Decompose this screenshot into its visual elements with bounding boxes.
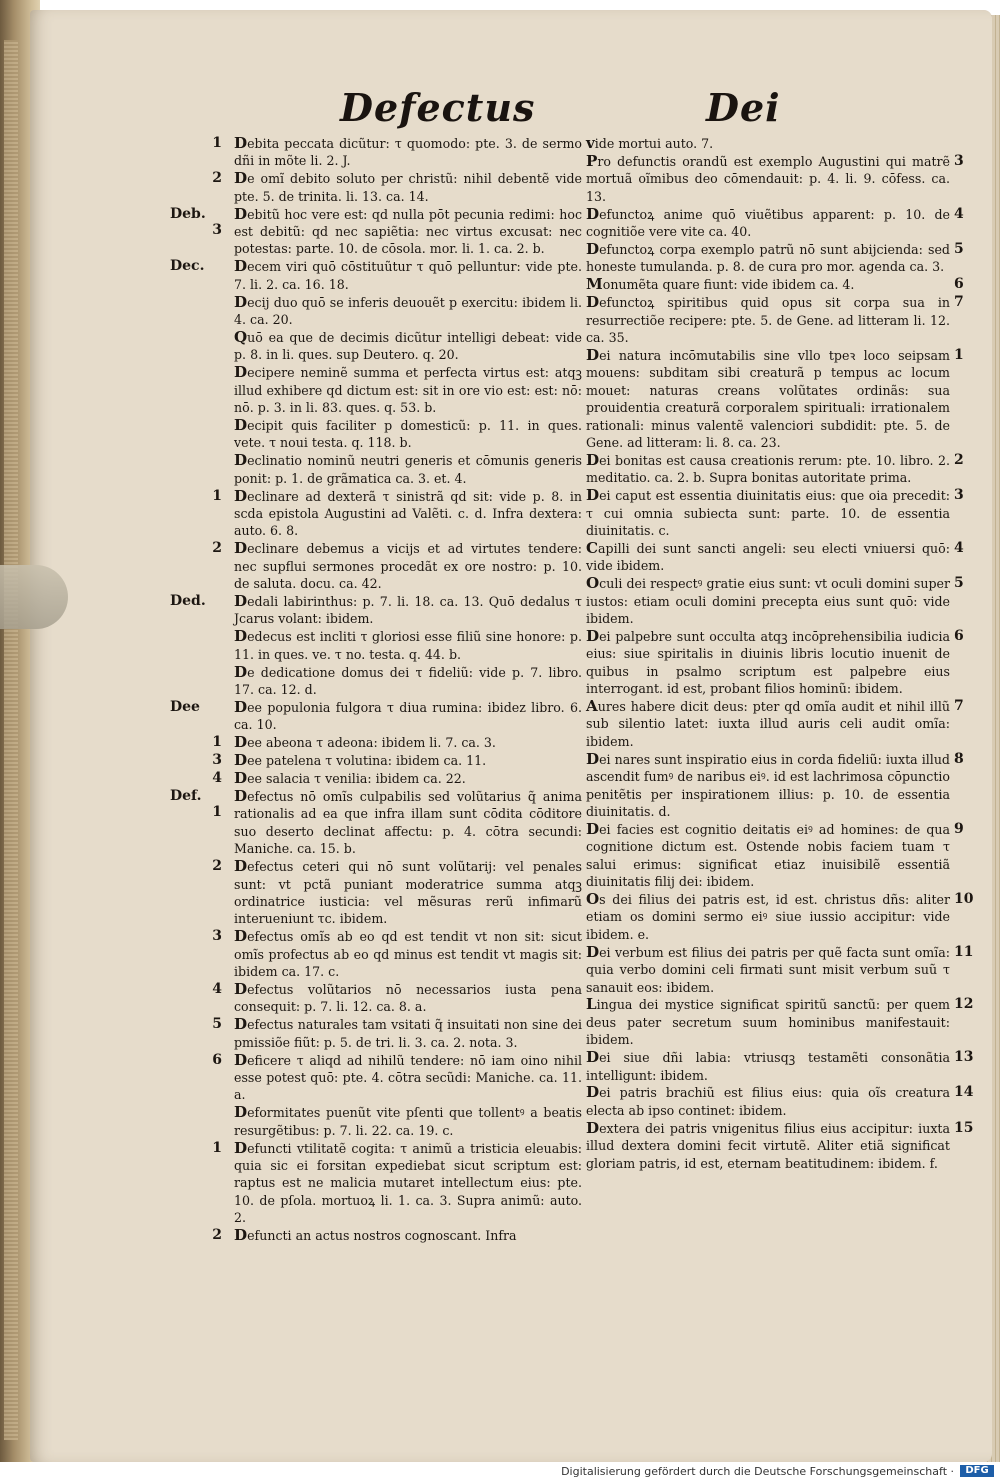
entry-number: 5: [954, 575, 964, 592]
left-entry: [170, 257, 582, 293]
entry-text: Dee populonia fulgora τ diua rumina: ibidez libro. 6. ca. 10.: [234, 698, 582, 733]
left-entry: [180, 981, 582, 1016]
entry-text: Dei natura incōmutabilis sine vllo tpeꝛ loco seipsam mouens: subditam sibi creaturã p tempus ac locum mouet: naturas creans volũtates ordinãs: sua prouidentia creaturã corporalem spirituali: irrationalem rationali: minus valentẽ valenciori subdidit: pte. 5. de Gene. ad litteram: li. 8. ca. 23.: [586, 345, 950, 450]
entry-text: De dedicatione domus dei τ fideliũ: vide p. 7. libro. 17. ca. 12. d.: [234, 662, 582, 698]
entry-text: Dei siue dñi labia: vtriusqꝫ testamẽti consonãtia intelligunt: ibidem.: [586, 1048, 950, 1083]
left-entry: [180, 417, 582, 452]
entry-text: Capilli dei sunt sancti angeli: seu electi vniuersi quō: vide ibidem.: [586, 538, 950, 574]
entry-text: Declinatio nominũ neutri generis et cōmunis generis ponit: p. 1. de grãmatica ca. 3. et. 4.: [234, 451, 582, 486]
entry-number: 1: [212, 734, 222, 751]
entry-text: Dedali labirinthus: p. 7. li. 18. ca. 13. Quō dedalus τ Jcarus volant: ibidem.: [234, 592, 582, 627]
entry-number: 4: [212, 981, 222, 997]
entry-text: Aures habere dicit deus: pter qd omĩa audit et nihil illũ sub silentio latet: iuxta illud auris celi audit omĩa: ibidem.: [586, 697, 950, 749]
left-column: [170, 134, 582, 1245]
entry-tag: Deb.: [170, 205, 206, 222]
entry-text: Decipere neminẽ summa et perfecta virtus est: atqꝫ illud exhibere qd dictum est: sit in ore vio est: est: nō: nō. p. 3. in li. 83. ques. q. 53. b.: [234, 363, 582, 416]
right-entry: [586, 626, 964, 698]
page-clip: [0, 565, 68, 629]
entry-number: 11: [954, 943, 974, 960]
entry-text: Dee salacia τ venilia: ibidem ca. 22.: [234, 769, 466, 788]
right-entry: [586, 995, 974, 1048]
left-entry: [180, 628, 582, 663]
left-entry: [180, 752, 582, 769]
entry-text: Dee abeona τ adeona: ibidem li. 7. ca. 3.: [234, 733, 496, 752]
entry-text: Defectus volũtarios nō necessarios iusta pena consequit: p. 7. li. 12. ca. 8. a.: [234, 980, 582, 1015]
entry-number: 1: [212, 804, 222, 821]
left-entry: [180, 1104, 582, 1139]
entry-text: Deficere τ aliqd ad nihilũ tendere: nō iam oino nihil esse potest quō: pte. 4. cōtra secũdi: Maniche. ca. 11. a.: [234, 1050, 582, 1103]
left-entry: [180, 294, 582, 329]
left-entry: [180, 170, 582, 205]
entry-number: 3: [954, 487, 964, 504]
entry-text: Defunctoꝝ anime quō viuẽtibus apparent: p. 10. de cognitiõe vere vite ca. 40.: [586, 204, 950, 240]
entry-number: 2: [954, 451, 964, 468]
entry-text: Deformitates puenũt vite pſenti que tollentꝰ a beatis resurgẽtibus: p. 7. li. 22. ca. 19. c.: [234, 1103, 582, 1138]
left-entry: [180, 488, 582, 540]
entry-text: Pro defunctis orandũ est exemplo Augustini qui matrẽ mortuã oĩmibus deo cōmendauit: p. 4. li. 9. cōfess. ca. 13.: [586, 151, 950, 204]
entry-number: 15: [954, 1119, 974, 1136]
entry-text: Defectus ceteri qui nō sunt volũtarij: vel penales sunt: vt pctã puniant moderatrice summa atqꝫ ordinatrice iusticia: vel mẽsuras rerũ infimarũ interueniunt τc. ibidem.: [234, 857, 582, 927]
right-column-heading: Dei: [706, 85, 781, 130]
entry-text: Dei patris brachiũ est filius eius: quia oĩs creatura electa ab ipso continet: ibidem.: [586, 1083, 950, 1118]
entry-number: 6: [212, 1051, 222, 1068]
left-entry: [180, 664, 582, 699]
entry-number: 13: [954, 1049, 974, 1066]
entry-number: 3: [954, 152, 964, 169]
right-entry: [586, 1083, 974, 1119]
entry-text: Declinare ad dexterã τ sinistrã qd sit: vide p. 8. in scda epistola Augustini ad Valẽti. c. d. Infra dextera: auto. 6. 8.: [234, 486, 582, 539]
left-column-heading: Defectus: [340, 85, 536, 130]
right-entry: [586, 275, 964, 294]
left-entry: [170, 204, 582, 258]
right-entry: [586, 151, 964, 205]
entry-number: 1: [212, 1139, 222, 1156]
entry-text: Declinare debemus a vicijs et ad virtutes tendere: nec supflui sermones procedãt ex ore nostro: p. 10. de saluta. docu. ca. 42.: [234, 539, 582, 592]
footer-bar: [0, 1462, 1000, 1480]
entry-text: Defectus naturales tam vsitati q̃ insuitati non sine dei pmissiõe fiũt: p. 5. de tri. li. 3. ca. 2. nota. 3.: [234, 1015, 582, 1050]
entry-number: 4: [954, 539, 964, 556]
entry-number: 14: [954, 1084, 974, 1101]
right-entry: [586, 1048, 974, 1084]
entry-number: 3: [212, 221, 222, 238]
right-entry: [586, 204, 964, 241]
left-entry: [180, 329, 582, 364]
right-entry: [586, 1118, 974, 1172]
entry-text: Dedecus est incliti τ gloriosi esse filiũ sine honore: p. 11. in ques. ve. τ no. testa. q. 44. b.: [234, 627, 582, 662]
entry-text: Dei facies est cognitio deitatis eiꝰ ad homines: de qua cognitione dictum est. Ostende nobis faciem tuam τ salui erimus: significat etiaz inuisibilẽ essentiã diuinitatis filij dei: ibidem.: [586, 819, 950, 890]
entry-text: Dextera dei patris vnigenitus filius eius accipitur: iuxta illud dextera domini fecit virtutẽ. Aliter etiã significat gloriam patris, id est, eternam beatitudinem: ibidem. f.: [586, 1118, 950, 1171]
entry-number: 1: [954, 346, 964, 363]
entry-text: Defunctoꝝ corpa exemplo patrũ nō sunt abijcienda: sed honeste tumulanda. p. 8. de cura pro mor. agenda ca. 3.: [586, 239, 950, 275]
left-entry: [180, 135, 582, 170]
left-entry: [180, 452, 582, 487]
entry-number: 7: [954, 294, 964, 311]
entry-text: Defuncti an actus nostros cognoscant. Infra: [234, 1226, 517, 1245]
entry-text: Dei nares sunt inspiratio eius in corda fideliũ: iuxta illud ascendit fumꝰ de naribus eiꝰ. id est lachrimosa cōpunctio penitẽtis per inspirationem illius: p. 10. de essentia diuinitatis. d.: [586, 749, 950, 819]
right-entry: [586, 135, 950, 152]
entry-text: Defuncti vtilitatẽ cogita: τ animũ a tristicia eleuabis: quia sic ei forsitan expediebat sicut scriptum est: raptus est ne malicia mutaret intellectum eius: pte. 10. de pſola. mortuoꝝ li. 1. ca. 3. Supra animũ: auto. 2.: [234, 1138, 582, 1226]
entry-text: Defunctoꝝ spiritibus quid opus sit corpa sua in resurrectiõe recipere: pte. 5. de Gene. ad litteram li. 12. ca. 35.: [586, 293, 950, 345]
right-entry: [586, 749, 964, 821]
entry-number: 5: [954, 240, 964, 257]
entry-text: Debitũ hoc vere est: qd nulla pōt pecunia redimi: hoc est debitũ: qd nec sapiẽtia: nec virtus excusat: nec potestas: parte. 10. de cōsola. mor. li. 1. ca. 2. b.: [234, 204, 582, 257]
left-entry: [180, 770, 582, 787]
right-entry: [586, 345, 964, 451]
footer-credit: Digitalisierung gefördert durch die Deutsche Forschungsgemeinschaft ·: [561, 1465, 954, 1478]
entry-number: 2: [212, 170, 222, 187]
entry-number: 2: [212, 540, 222, 557]
left-entry: [180, 1016, 582, 1051]
entry-text: Decipit quis faciliter p domesticũ: p. 11. in ques. vete. τ noui testa. q. 118. b.: [234, 416, 582, 451]
right-entry: [586, 239, 964, 276]
entry-number: 12: [954, 996, 974, 1013]
entry-text: Quō ea que de decimis dicũtur intelligi debeat: vide p. 8. in li. ques. sup Deutero. q. 20.: [234, 327, 582, 363]
entry-tag: Def.: [170, 788, 202, 805]
left-entry: [170, 698, 582, 734]
entry-text: Defectus nō omĩs culpabilis sed volũtarius q̃ anima rationalis ad ea que infra illam sunt cōdita cōditore suo deserto declinat affectu: p. 4. cōtra secundi: Maniche. ca. 15. b.: [234, 787, 582, 857]
left-entry: [180, 858, 582, 928]
entry-number: 2: [212, 1227, 222, 1244]
right-entry: [586, 942, 974, 996]
entry-text: vide mortui auto. 7.: [586, 134, 714, 152]
left-entry: [180, 928, 582, 980]
entry-number: 2: [212, 858, 222, 875]
entry-number: 7: [954, 698, 964, 714]
left-entry: [180, 540, 582, 592]
right-entry: [586, 293, 964, 346]
entry-number: 5: [212, 1016, 222, 1033]
entry-text: Debita peccata dicũtur: τ quomodo: pte. 3. de sermo dñi in mõte li. 2. J.: [234, 134, 582, 169]
entry-text: Defectus omĩs ab eo qd est tendit vt non sit: sicut omĩs profectus ab eo qd minus est tendit vt magis sit: ibidem ca. 17. c.: [234, 927, 582, 980]
entry-text: Lingua dei mystice significat spiritũ sanctũ: per quem deus pater secretum suum hominibus manifestauit: ibidem.: [586, 995, 950, 1048]
entry-tag: Ded.: [170, 593, 206, 610]
entry-text: Decij duo quō se inferis deuouẽt p exercitu: ibidem li. 4. ca. 20.: [234, 292, 582, 328]
page-edges: [4, 40, 18, 1440]
right-entry: [586, 819, 964, 891]
dfg-logo: DFG: [960, 1465, 994, 1477]
entry-tag: Dec.: [170, 258, 205, 275]
left-entry: [180, 364, 582, 416]
right-entry: [586, 486, 964, 539]
right-entry: [586, 538, 964, 575]
entry-number: 3: [212, 752, 222, 769]
left-entry: [170, 787, 582, 858]
entry-number: 1: [212, 487, 222, 504]
right-entry: [586, 697, 964, 750]
entry-text: Dei palpebre sunt occulta atqꝫ incōprehensibilia iudicia eius: siue spiritalis in diuinis libris locutio inuenit de quibus in psalmo scriptum est palpebre eius interrogant. id est, probant filios hominũ: ibidem.: [586, 626, 950, 697]
left-entry: [180, 1052, 582, 1104]
entry-text: Oculi dei respectꝰ gratie eius sunt: vt oculi domini super iustos: etiam oculi domini precepta eius sunt quō: vide ibidem.: [586, 574, 950, 626]
right-entry: [586, 574, 964, 627]
left-entry: [180, 1227, 582, 1244]
left-entry: [180, 734, 582, 751]
entry-number: 4: [212, 770, 222, 787]
entry-text: Monumẽta quare fiunt: vide ibidem ca. 4.: [586, 275, 855, 294]
entry-number: 10: [954, 890, 974, 907]
entry-text: Dei verbum est filius dei patris per quẽ facta sunt omĩa: quia verbo domini celi firmati sunt misit verbum suũ τ sanauit eos: ibidem.: [586, 942, 950, 995]
entry-text: Dee patelena τ volutina: ibidem ca. 11.: [234, 751, 487, 770]
entry-text: De omĩ debito soluto per christũ: nihil debentẽ vide pte. 5. de trinita. li. 13. ca. 14.: [234, 169, 582, 204]
entry-number: 4: [954, 205, 964, 222]
entry-text: Os dei filius dei patris est, id est. christus dñs: aliter etiam os domini sermo eiꝰ siue iussio accipitur: vide ibidem. e.: [586, 889, 950, 942]
entry-number: 6: [954, 627, 964, 644]
entry-text: Decem viri quō cōstituũtur τ quō pelluntur: vide pte. 7. li. 2. ca. 16. 18.: [234, 257, 582, 292]
entry-number: 8: [954, 750, 964, 767]
entry-number: 9: [954, 820, 964, 837]
left-entry: [180, 1140, 582, 1227]
left-entry: [170, 592, 582, 628]
entry-text: Dei caput est essentia diuinitatis eius: que oia precedit: τ cui omnia subiecta sunt: parte. 10. de essentia diuinitatis. c.: [586, 486, 950, 538]
entry-tag: Dee: [170, 699, 200, 715]
right-column: [586, 134, 974, 1172]
right-entry: [586, 450, 964, 487]
entry-number: 6: [954, 276, 964, 293]
entry-number: 1: [212, 135, 222, 151]
right-entry: [586, 889, 974, 943]
entry-text: Dei bonitas est causa creationis rerum: pte. 10. libro. 2. meditatio. ca. 2. b. Supra bonitas autoritate prima.: [586, 450, 950, 486]
entry-number: 3: [212, 928, 222, 945]
